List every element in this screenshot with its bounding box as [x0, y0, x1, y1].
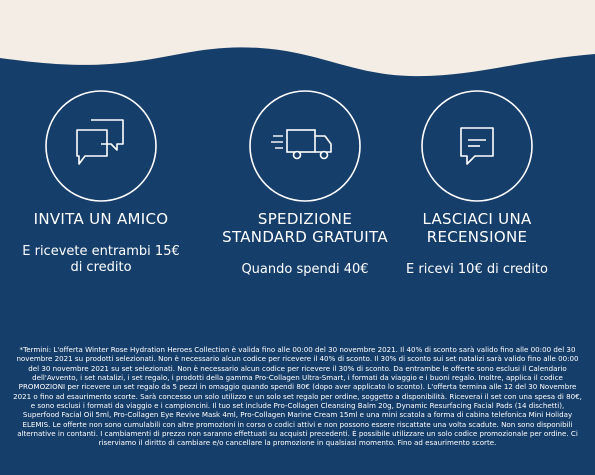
feature-title: SPEDIZIONE STANDARD GRATUITA — [222, 210, 388, 246]
delivery-truck-icon — [247, 88, 363, 204]
feature-description: Quando spendi 40€ — [241, 262, 369, 277]
feature-free-shipping — [220, 88, 390, 278]
feature-invite-friend — [16, 88, 186, 276]
message-bubble-icon — [419, 88, 535, 204]
features-row — [0, 88, 595, 318]
top-wave-banner — [0, 0, 595, 80]
feature-title: LASCIACI UNA RECENSIONE — [422, 210, 532, 246]
terms-text: *Termini: L'offerta Winter Rose Hydration Heroes Collection è valida fino alle 00:00 del 30 novembre 2021. Il 40% di sconto sarà valido fino alle 00:00 del 30 novembre 2021 su prodotti selezionati. Non è necessario alcun codice per ricevere il 40% di sconto. Il 30% di sconto sui set natalizi sarà valido fino alle 00:00 del 30 novembre 2021 su set selezionati. Non è necessario alcun codice per ricevere il 30% di sconto. Da entrambe le offerte sono esclusi il Calendario dell'Avvento, i set natalizi, i set regalo, i prodotti della gamma Pro-Collagen Ultra-Smart, i formati da viaggio e i buoni regalo. Inoltre, applica il codice PROMOZIONI per ricevere un set regalo da 5 pezzi in omaggio quando spendi 80€ (dopo aver applicato lo sconto). L'offerta termina alle 12 del 30 Novembre 2021 o fino ad esaurimento scorte. Sarà concesso un solo utilizzo e un solo set regalo per ordine, soggetto a disponibilità. Riceverai il set con una spesa di 80€, e sono esclusi i formati da viaggio e i campioncini. Il tuo set include Pro-Collagen Cleansing Balm 20g, Dynamic Resurfacing Facial Pads (14 dischetti), Superfood Facial Oil 5ml, Pro-Collagen Eye Revive Mask 4ml, Pro-Collagen Marine Cream 15ml e una mini scatola a forma di cabina telefonica Mini Holiday ELEMIS. Le offerte non sono cumulabili con altre promozioni in corso o codici attivi e non possono essere riscattate una volta scadute. Non sono disponibili alternative in contanti. I cambiamenti di prezzo non saranno effettuati su acquisti precedenti. È possibile utilizzare un solo codice promozionale per ordine. Ci riserviamo il diritto di cambiare e/o cancellare la promozione in qualsiasi momento. Fino ad esaurimento scorte. — [13, 345, 582, 448]
feature-title: INVITA UN AMICO — [33, 210, 169, 228]
feature-description: E ricevi 10€ di credito — [406, 262, 548, 277]
feature-description: E ricevete entrambi 15€ di credito — [22, 244, 180, 275]
chat-bubbles-icon — [43, 88, 159, 204]
feature-leave-review — [392, 88, 562, 278]
